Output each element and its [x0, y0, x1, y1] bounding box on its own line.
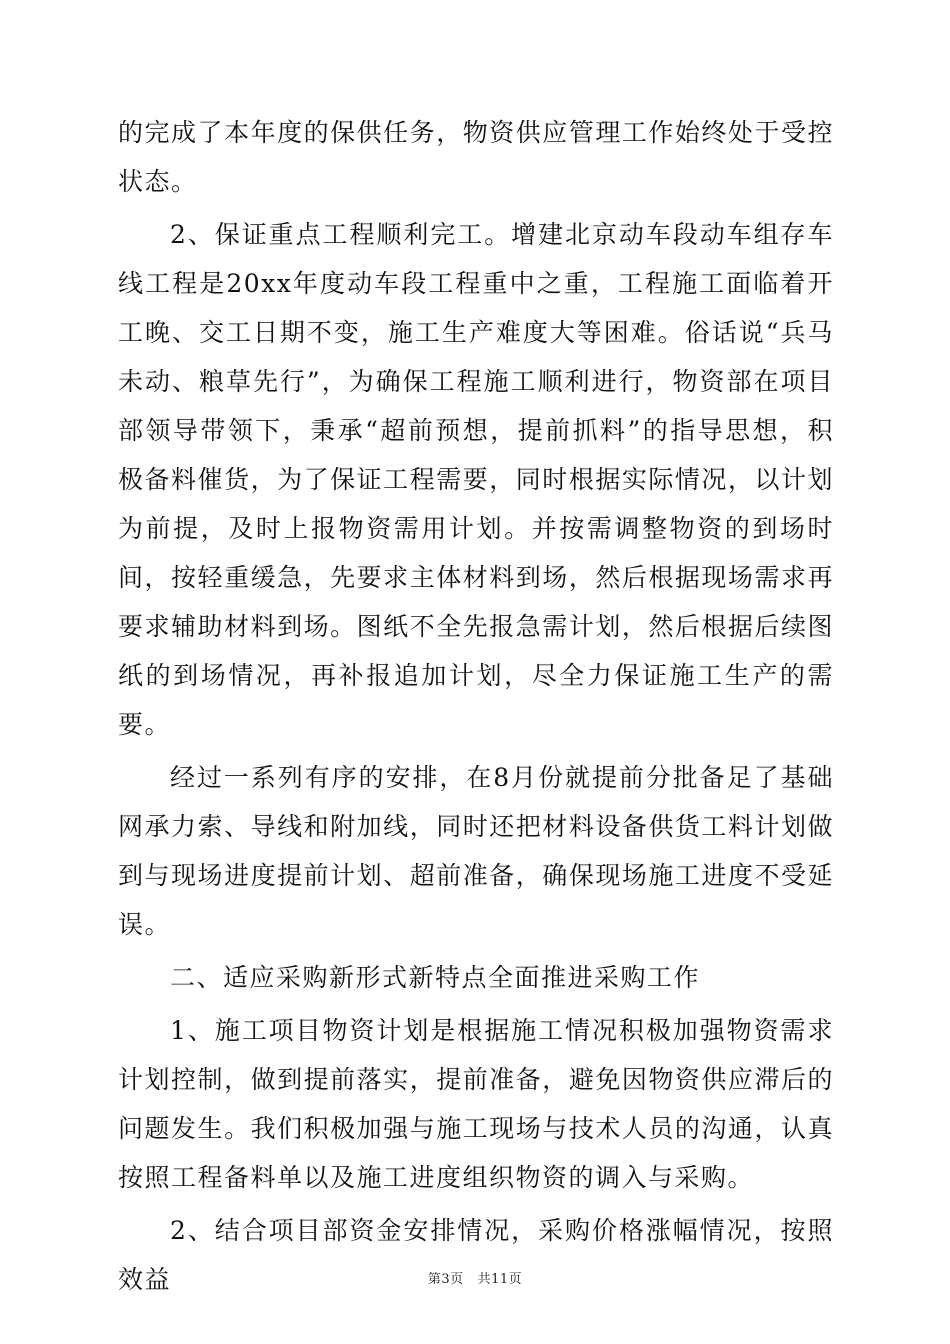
paragraph-3: 经过一系列有序的安排，在8月份就提前分批备足了基础网承力索、导线和附加线，同时还把材料设备供货工料计划做到与现场进度提前计划、超前准备，确保现场施工进度不受延误。	[118, 763, 834, 939]
page-footer	[0, 1268, 950, 1287]
paragraph-5: 2、结合项目部资金安排情况，采购价格涨幅情况，按照效益	[118, 1216, 834, 1294]
paragraph-1: 的完成了本年度的保供任务，物资供应管理工作始终处于受控状态。	[118, 118, 834, 196]
section-heading: 二、适应采购新形式新特点全面推进采购工作	[170, 963, 701, 992]
page-number: 第3页	[427, 1272, 464, 1287]
document-body	[118, 108, 834, 1308]
paragraph-4: 1、施工项目物资计划是根据施工情况积极加强物资需求计划控制，做到提前落实，提前准备，避免因物资供应滞后的问题发生。我们积极加强与施工现场与技术人员的沟通，认真按照工程备料单以及施工进度组织物资的调入与采购。	[118, 1016, 834, 1192]
page-total: 共11页	[477, 1272, 523, 1287]
paragraph-2: 2、保证重点工程顺利完工。增建北京动车段动车组存车线工程是20xx年度动车段工程重中之重，工程施工面临着开工晚、交工日期不变，施工生产难度大等困难。俗话说“兵马未动、粮草先行”，为确保工程施工顺利进行，物资部在项目部领导带领下，秉承“超前预想，提前抓料”的指导思想，积极备料催货，为了保证工程需要，同时根据实际情况，以计划为前提，及时上报物资需用计划。并按需调整物资的到场时间，按轻重缓急，先要求主体材料到场，然后根据现场需求再要求辅助材料到场。图纸不全先报急需计划，然后根据后续图纸的到场情况，再补报追加计划，尽全力保证施工生产的需要。	[118, 220, 834, 739]
